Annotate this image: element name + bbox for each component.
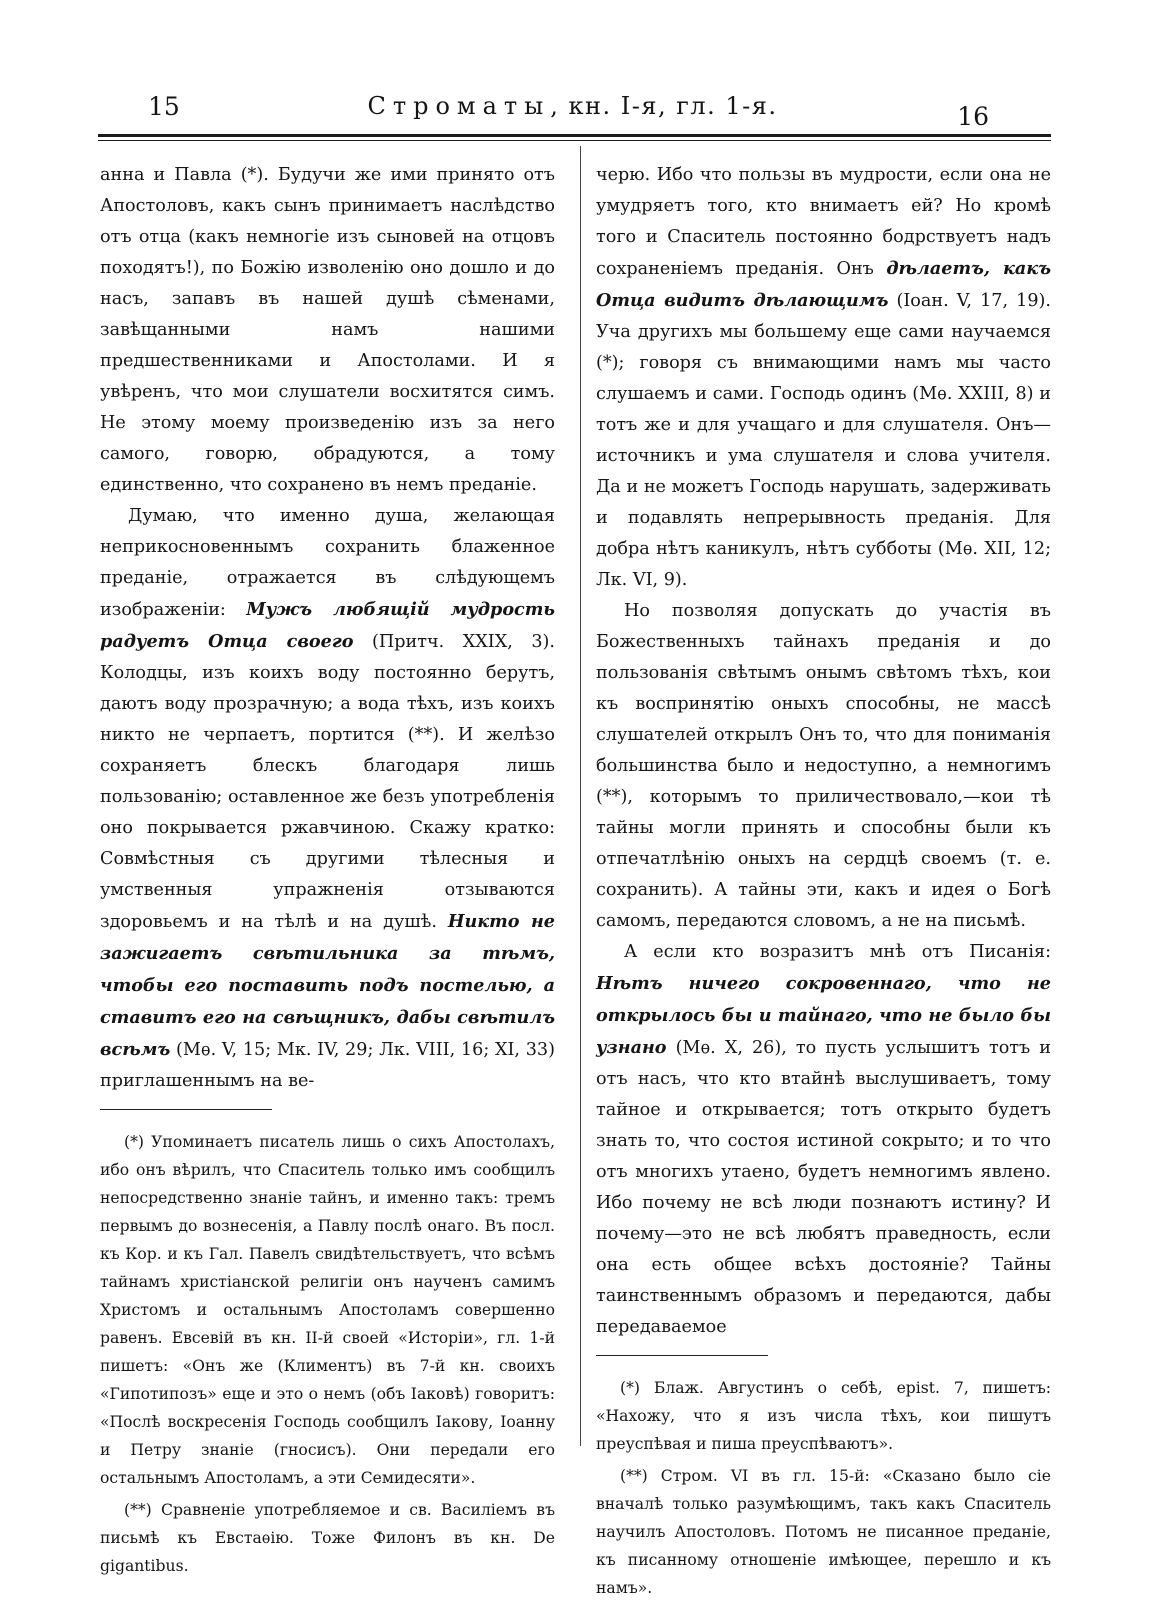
right-p3-text-b: (Мѳ. X, 26), то пусть услышитъ тотъ и отъ насъ, что кто втайнѣ выслушиваетъ, тому тайное и открывается; тотъ открыто будетъ знать то, что состоя истиной сокрыто; и то что отъ многихъ утаено, будетъ немногимъ явлено. Ибо почему не всѣ люди познаютъ истину? И почему—это не всѣ любятъ праведность, если она есть общее всѣхъ достояніе? Тайны таинственнымъ образомъ и передаются, дабы передаваемое <box>596 1038 1051 1337</box>
right-p3-text-a: А если кто возразитъ мнѣ отъ Писанія: <box>624 942 1051 962</box>
left-column <box>100 160 555 1584</box>
left-paragraph-1: анна и Павла (*). Будучи же ими принято отъ Апостоловъ, какъ сынъ принимаетъ наслѣдство отъ отца (какъ немногіе изъ сыновей на отцовъ походятъ!), по Божію изволенію оно дошло и до насъ, запавъ въ нашей душѣ сѣменами, завѣщанными намъ нашими предшественниками и Апостолами. И я увѣренъ, что мои слушатели восхитятся симъ. Не этому моему произведенію изъ за него самого, говорю, обрадуются, а тому единственно, что сохранено въ немъ преданіе. <box>100 165 555 495</box>
left-footnotes <box>100 1128 555 1580</box>
right-footnote-1: (*) Блаж. Августинъ о себѣ, epist. 7, пишетъ: «Нахожу, что я изъ числа тѣхъ, кои пишутъ преуспѣвая и пиша преуспѣваютъ». <box>596 1379 1051 1453</box>
left-p2-text-c: (Мѳ. V, 15; Мк. IV, 29; Лк. VIII, 16; XI, 33) приглашеннымъ на ве- <box>100 1040 555 1091</box>
right-p1-quote: дѣлаетъ, какъ Отца видитъ дѣлающимъ <box>596 258 1051 311</box>
footnote-separator-right <box>596 1355 768 1356</box>
left-p2-quote-2: Никто не зажигаетъ свѣтильника за тѣмъ, чтобы его поставить подъ постелью, а ставитъ его на свѣщникъ, дабы свѣтилъ всѣмъ <box>100 911 555 1060</box>
title-main: Строматы <box>367 92 551 120</box>
footnote-separator-left <box>100 1109 272 1110</box>
running-header <box>100 88 1045 132</box>
right-paragraph-1 <box>596 160 1051 596</box>
page-number-right: 16 <box>957 102 989 131</box>
running-title <box>100 92 1045 120</box>
title-rest: , кн. I-я, гл. 1-я. <box>550 92 778 120</box>
right-paragraph-2: Но позволяя допускать до участія въ Божественныхъ тайнахъ преданія и до пользованія свѣтымъ онымъ свѣтомъ тѣхъ, кои къ воспринятію оныхъ способны, не массѣ слушателей открылъ Онъ то, что для пониманія большинства было и недоступно, а немногимъ (**), которымъ то приличествовало,—кои тѣ тайны могли принять и способны были къ отпечатлѣнію оныхъ на сердцѣ своемъ (т. е. сохранить). А тайны эти, какъ и идея о Богѣ самомъ, передаются словомъ, а не на письмѣ. <box>596 601 1051 931</box>
header-rule-thin <box>98 140 1051 141</box>
right-p1-text-a: черю. Ибо что пользы въ мудрости, если она не умудряетъ того, кто внимаетъ ей? Но кромѣ того и Спаситель постоянно бодрствуетъ надъ сохраненіемъ преданія. Онъ <box>596 165 1051 279</box>
left-p2-text-b: (Притч. XXIX, 3). Колодцы, изъ коихъ воду постоянно берутъ, даютъ воду прозрачную; а вода тѣхъ, изъ коихъ никто не черпаетъ, портится (**). И желѣзо сохраняетъ блескъ благодаря лишь пользованію; оставленное же безъ употребленія оно покрывается ржавчиною. Скажу кратко: Совмѣстныя съ другими тѣлесныя и умственныя упражненія отзываются здоровьемъ и на тѣлѣ и на душѣ. <box>100 632 555 932</box>
right-footnote-2: (**) Стром. VI въ гл. 15-й: «Сказано было сіе вначалѣ только разумѣющимъ, такъ какъ Спаситель научилъ Апостоловъ. Потомъ не писанное преданіе, къ писанному отношеніе имѣющее, перешло и къ намъ». <box>596 1467 1051 1597</box>
right-paragraph-3 <box>596 937 1051 1343</box>
header-rule-thick <box>98 134 1051 137</box>
column-divider <box>580 146 581 1446</box>
right-footnotes <box>596 1374 1051 1602</box>
left-footnote-1: (*) Упоминаетъ писатель лишь о сихъ Апостолахъ, ибо онъ вѣрилъ, что Спаситель только имъ сообщилъ непосредственно знаніе тайнъ, и именно такъ: тремъ первымъ до вознесенія, а Павлу послѣ онаго. Въ посл. къ Кор. и къ Гал. Павелъ свидѣтельствуетъ, что всѣмъ тайнамъ христіанской религіи онъ наученъ самимъ Христомъ и остальнымъ Апостоламъ совершенно равенъ. Евсевій въ кн. II-й своей «Исторіи», гл. 1-й пишетъ: «Онъ же (Климентъ) въ 7-й кн. своихъ «Гипотипозъ» еще и это о немъ (объ Іаковѣ) говоритъ: «Послѣ воскресенія Господь сообщилъ Іакову, Іоанну и Петру знаніе (гносисъ). Они передали его остальнымъ Апостоламъ, а эти Семидесяти». <box>100 1133 555 1487</box>
right-p1-text-b: (Іоан. V, 17, 19). Уча другихъ мы большему еще сами научаемся (*); говоря съ внимающими намъ мы часто слушаемъ и сами. Господь одинъ (Мѳ. XXIII, 8) и тотъ же и для учащаго и для слушателя. Онъ—источникъ и ума слушателя и слова учителя. Да и не можетъ Господь нарушать, задерживать и подавлять непрерывность преданія. Для добра нѣтъ каникулъ, нѣтъ субботы (Мѳ. XII, 12; Лк. VI, 9). <box>596 291 1051 590</box>
left-footnote-2: (**) Сравненіе употребляемое и св. Василіемъ въ письмѣ къ Евстаѳію. Тоже Филонъ въ кн. De gigantibus. <box>100 1501 555 1575</box>
right-column <box>596 160 1051 1606</box>
left-p2-quote-1: Мужъ любящій мудрость радуетъ Отца своего <box>100 599 555 652</box>
left-p2-text-a: Думаю, что именно душа, желающая неприкосновеннымъ сохранить блаженное преданіе, отражается въ слѣдующемъ изображеніи: <box>100 506 555 620</box>
right-p3-quote: Нѣтъ ничего сокровеннаго, что не открылось бы и тайнаго, что не было бы узнано <box>596 973 1051 1058</box>
page-number-left: 15 <box>148 92 180 121</box>
left-paragraph-2 <box>100 501 555 1097</box>
